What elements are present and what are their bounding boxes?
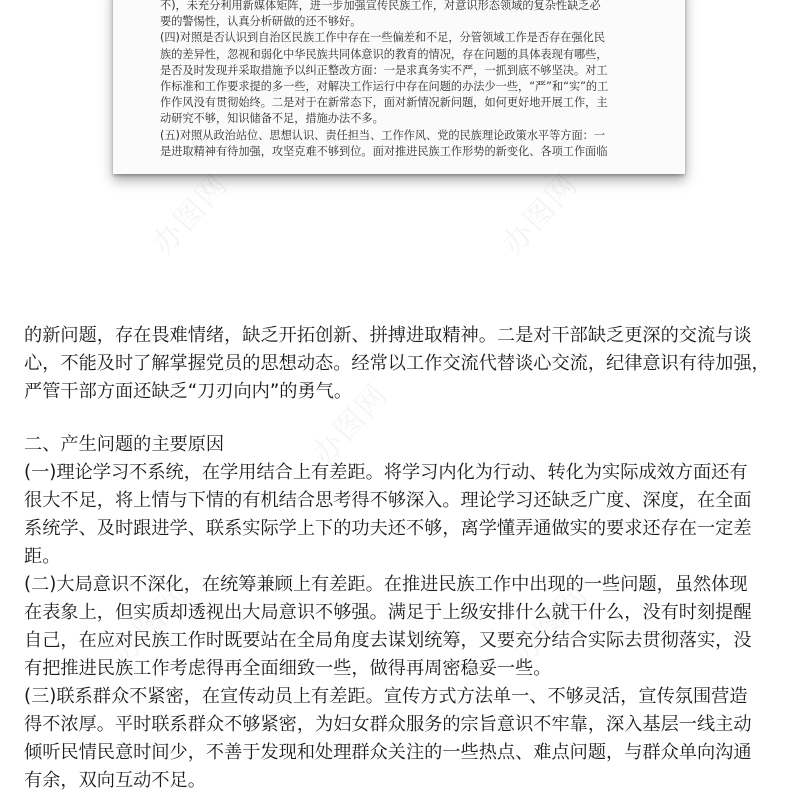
- text-line: 严管干部方面还缺乏“刀刃向内”的勇气。: [24, 381, 353, 402]
- paragraph-spacer: [24, 406, 784, 431]
- paragraph: [24, 683, 784, 795]
- text-line: 很大不足，将上情与下情的有机结合思考得不够深入。理论学习还缺乏广度、深度，在全面: [24, 490, 752, 511]
- preview-text-block: [160, 0, 665, 160]
- paragraph: [24, 571, 784, 683]
- text-line: 的新问题，存在畏难情绪，缺乏开拓创新、拼搏进取精神。二是对干部缺乏更深的交流与谈: [24, 325, 752, 346]
- preview-line: 不)，未充分利用新媒体矩阵，进一步加强宣传民族工作，对意识形态领域的复杂性缺乏必: [160, 0, 601, 12]
- section-heading: 二、产生问题的主要原因: [24, 434, 225, 455]
- page-preview-card: [113, 0, 685, 174]
- paragraph: [24, 322, 784, 406]
- watermark: [490, 162, 587, 263]
- preview-line: 作标准和工作要求提的多一些，对解决工作运行中存在问题的办法少一些，“严”和“实”的工: [160, 79, 609, 93]
- preview-line: (四)对照是否认识到自治区民族工作中存在一些偏差和不足，分管领域工作是否存在强化民: [160, 31, 606, 45]
- text-line: 倾听民情民意时间少，不善于发现和处理群众关注的一些热点、难点问题，与群众单向沟通: [24, 742, 752, 763]
- preview-line: 是进取精神有待加强，攻坚克难不够到位。面对推进民族工作形势的新变化、各项工作面临: [160, 144, 608, 158]
- text-line: 有余，双向互动不足。: [24, 770, 206, 791]
- preview-line: 作作风没有贯彻始终。二是对于在新常态下，面对新情况新问题，如何更好地开展工作，主: [160, 96, 608, 110]
- document-body: [24, 322, 784, 795]
- text-line: 在表象上，但实质却透视出大局意识不够强。满足于上级安排什么就干什么，没有时刻提醒: [24, 602, 752, 623]
- text-line: 距。: [24, 546, 61, 567]
- text-line: (一)理论学习不系统，在学用结合上有差距。将学习内化为行动、转化为实际成效方面还有: [24, 462, 748, 483]
- text-line: 自己，在应对民族工作时既要站在全局角度去谋划统筹，又要充分结合实际去贯彻落实，没: [24, 630, 752, 651]
- preview-line: 族的差异性，忽视和弱化中华民族共同体意识的教育的情况，存在问题的具体表现有哪些，: [160, 47, 608, 61]
- preview-line: 要的警惕性，认真分析研做的还不够好。: [160, 15, 362, 29]
- text-line: 有把推进民族工作考虑得再全面细致一些，做得再周密稳妥一些。: [24, 658, 552, 679]
- text-line: 系统学、及时跟进学、联系实际学上下的功夫还不够，离学懂弄通做实的要求还存在一定差: [24, 518, 752, 539]
- text-line: 心，不能及时了解掌握党员的思想动态。经常以工作交流代替谈心交流，纪律意识有待加强，: [24, 353, 770, 374]
- preview-line: (五)对照从政治站位、思想认识、责任担当、工作作风、党的民族理论政策水平等方面：一: [160, 128, 606, 142]
- paragraph: [24, 459, 784, 571]
- text-line: (三)联系群众不紧密，在宣传动员上有差距。宣传方式方法单一、不够灵活，宣传氛围营造: [24, 686, 748, 707]
- text-line: (二)大局意识不深化，在统筹兼顾上有差距。在推进民族工作中出现的一些问题，虽然体现: [24, 574, 748, 595]
- preview-line: 是否及时发现并采取措施予以纠正整改方面：一是求真务实不严，一抓到底不够坚决。对工: [160, 63, 608, 77]
- preview-line: 动研究不够，知识储备不足，措施办法不多。: [160, 112, 384, 126]
- watermark: [140, 162, 237, 263]
- text-line: 得不浓厚。平时联系群众不够紧密，为妇女群众服务的宗旨意识不牢靠，深入基层一线主动: [24, 714, 752, 735]
